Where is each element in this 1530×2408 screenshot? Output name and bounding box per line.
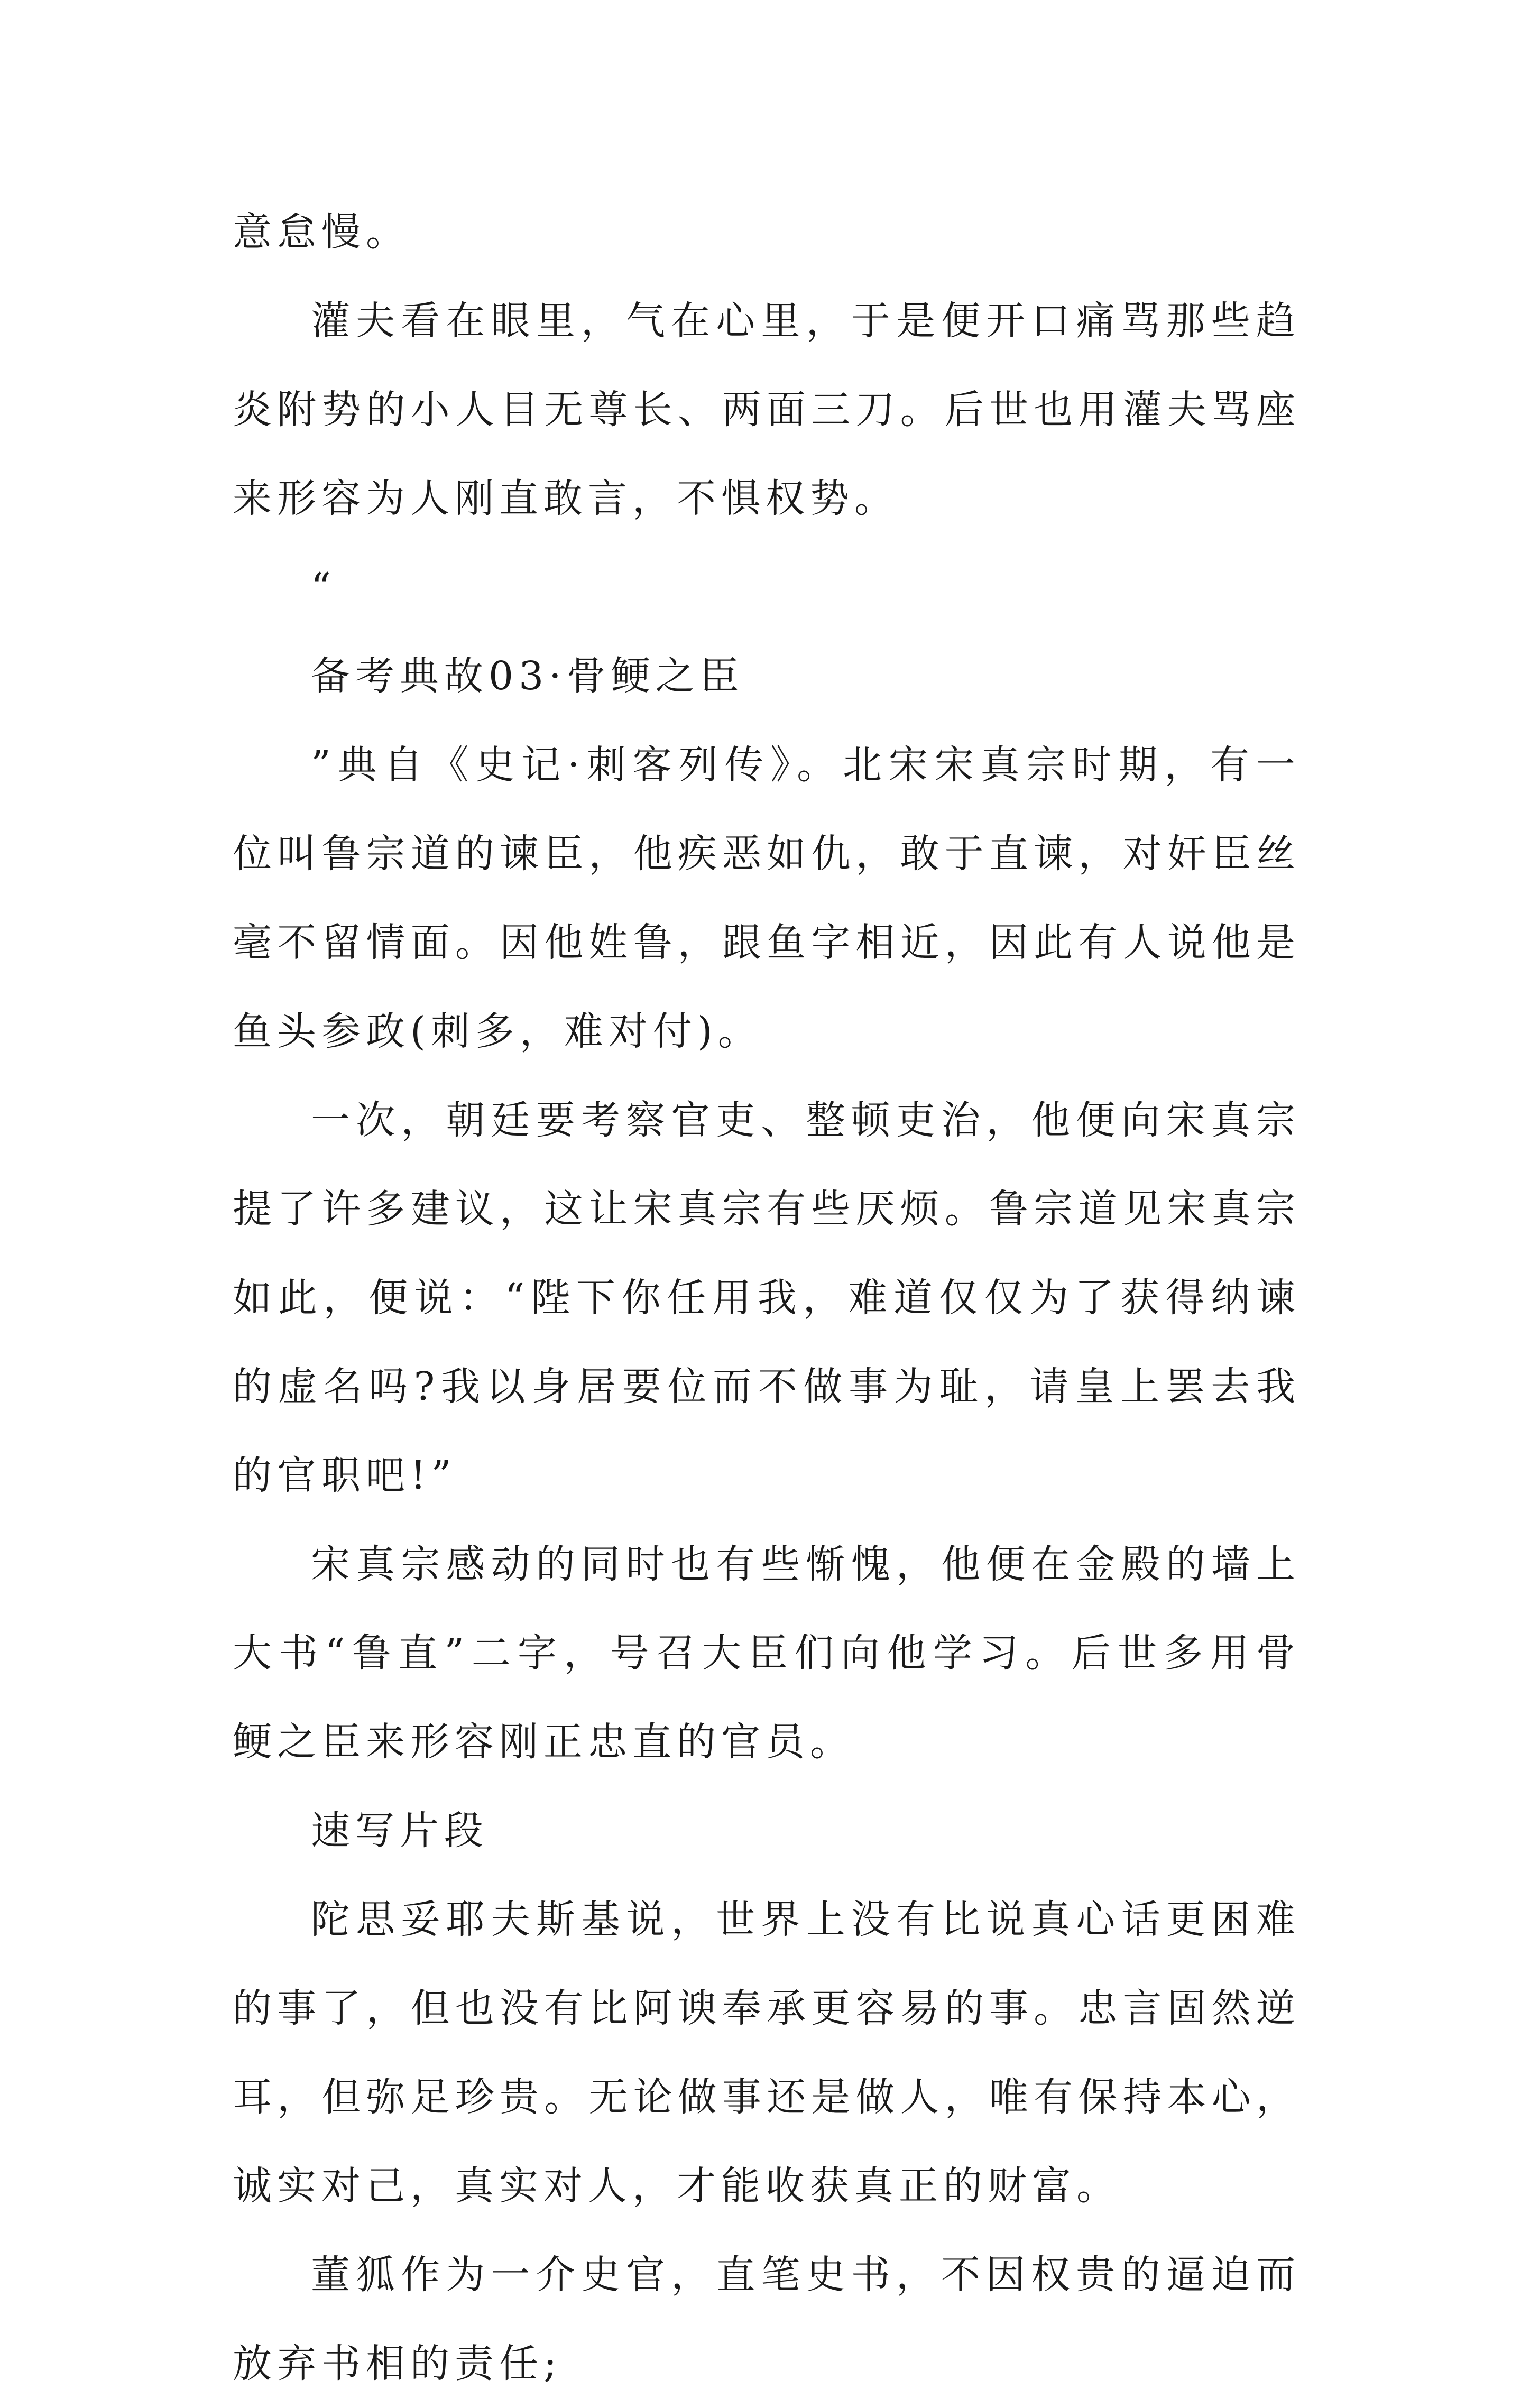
paragraph-lu-zhi: 宋真宗感动的同时也有些惭愧，他便在金殿的墙上大书“鲁直”二字，号召大臣们向他学习。后世多用骨鲠之臣来形容刚正忠直的官员。 bbox=[233, 1542, 1301, 1765]
document-body bbox=[233, 188, 1301, 2408]
paragraph-lu-zongdao-advice: 一次，朝廷要考察官吏、整顿吏治，他便向宋真宗提了许多建议，这让宋真宗有些厌烦。鲁宗道见宋真宗如此，便说：“陛下你任用我，难道仅仅为了获得纳谏的虚名吗?我以身居要位而不做事为耻，请皇上罢去我的官职吧!” bbox=[233, 1097, 1301, 1498]
section-heading-sketch: 速写片段 bbox=[311, 1808, 489, 1853]
paragraph-guanfu: 灌夫看在眼里，气在心里，于是便开口痛骂那些趋炎附势的小人目无尊长、两面三刀。后世也用灌夫骂座来形容为人刚直敢言，不惧权势。 bbox=[233, 298, 1301, 521]
paragraph-donghu: 董狐作为一介史官，直笔史书，不因权贵的逼迫而放弃书相的责任; bbox=[233, 2252, 1301, 2386]
paragraph-continuation: 意怠慢。 bbox=[233, 209, 410, 255]
paragraph-lu-zongdao-intro: ”典自《史记·刺客列传》。北宋宋真宗时期，有一位叫鲁宗道的谏臣，他疾恶如仇，敢于直谏，对奸臣丝毫不留情面。因他姓鲁，跟鱼字相近，因此有人说他是鱼头参政(刺多，难对付)。 bbox=[233, 742, 1301, 1054]
paragraph-dostoevsky: 陀思妥耶夫斯基说，世界上没有比说真心话更困难的事了，但也没有比阿谀奉承更容易的事。忠言固然逆耳，但弥足珍贵。无论做事还是做人，唯有保持本心，诚实对己，真实对人，才能收获真正的财富。 bbox=[233, 1897, 1301, 2209]
paragraph-open-quote: “ bbox=[311, 565, 336, 610]
section-heading-allusion: 备考典故03·骨鲠之臣 bbox=[311, 653, 744, 699]
